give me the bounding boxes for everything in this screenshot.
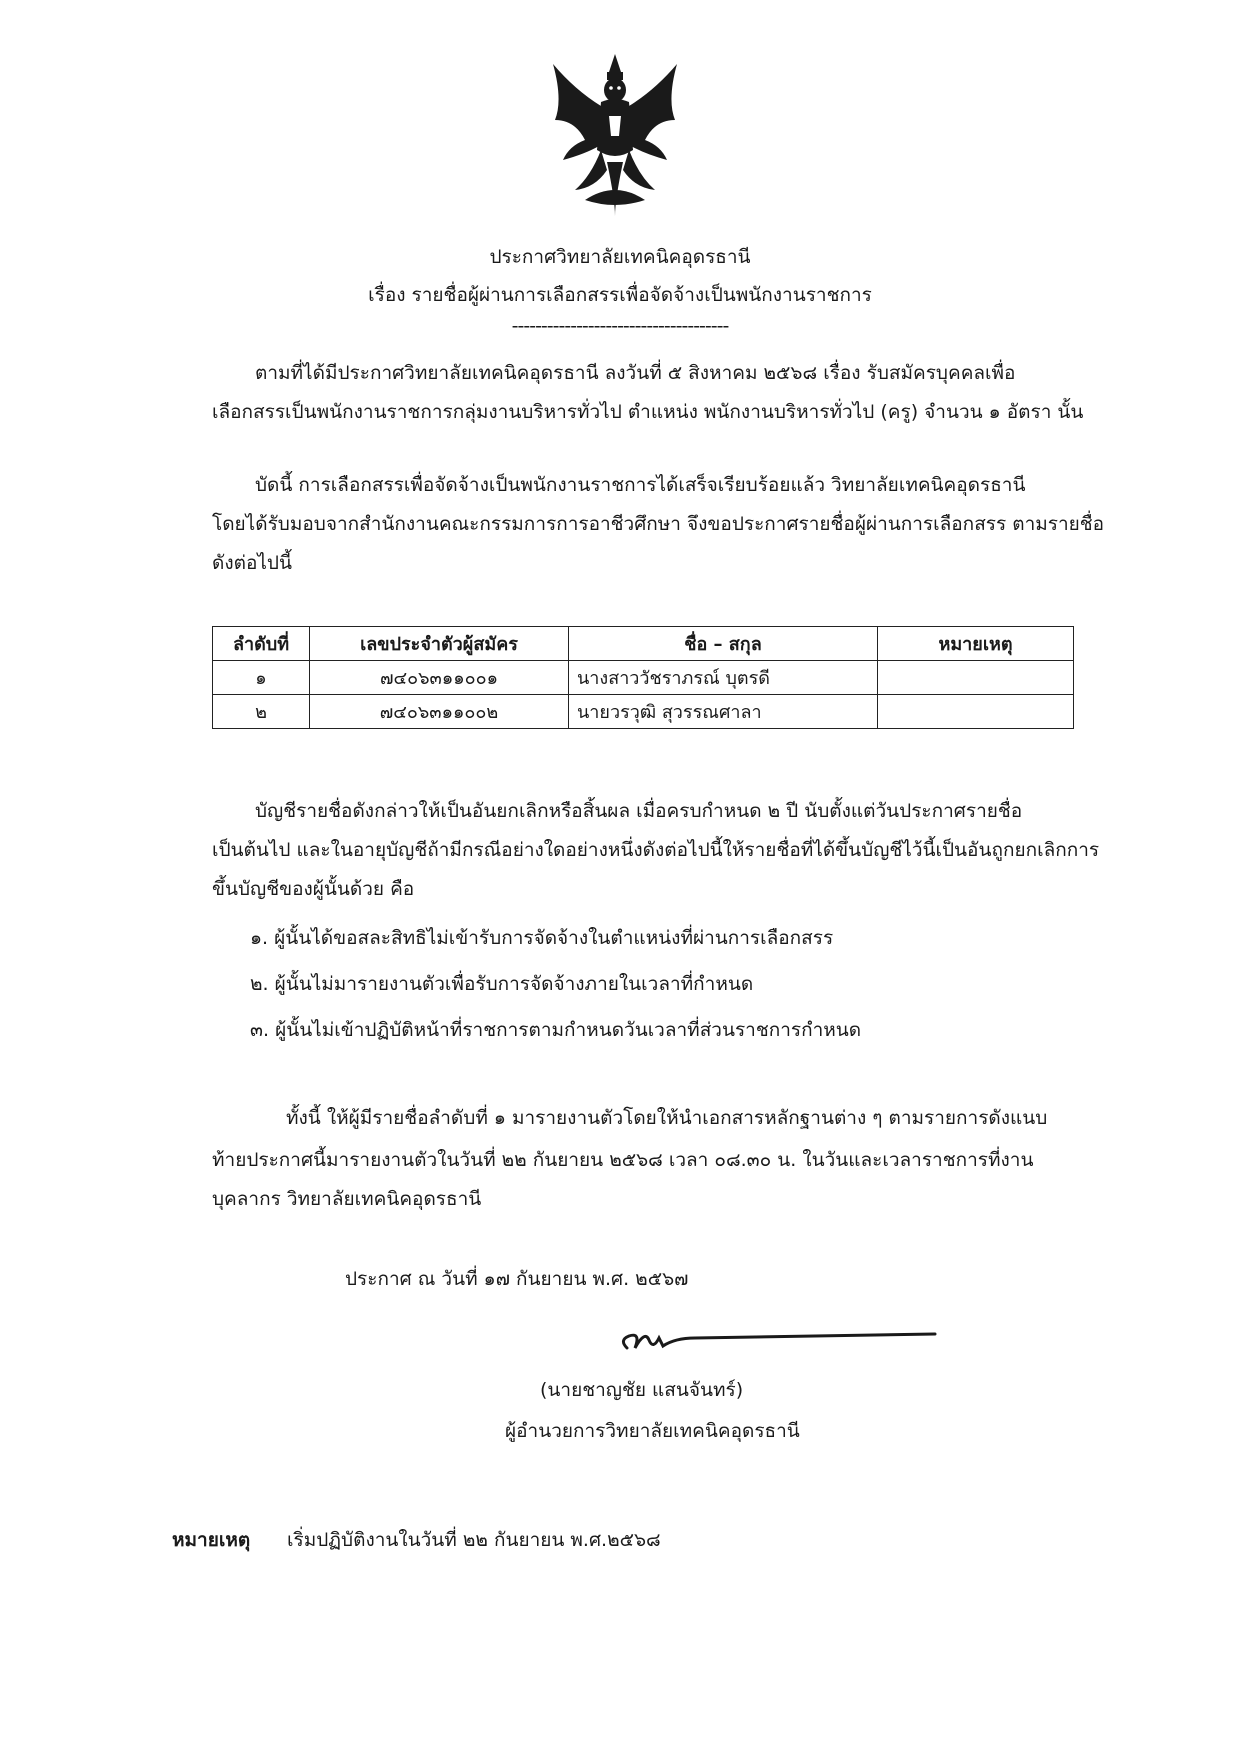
signature-icon — [615, 1318, 945, 1360]
intro-line-1: ตามที่ได้มีประกาศวิทยาลัยเทคนิคอุดรธานี ลงวันที่ ๕ สิงหาคม ๒๕๖๘ เรื่อง รับสมัครบุคคลเพื่อ — [255, 362, 1016, 384]
remark-label: หมายเหตุ — [172, 1529, 251, 1551]
report-line-2: ท้ายประกาศนี้มารายงานตัวในวันที่ ๒๒ กันยายน ๒๕๖๘ เวลา ๐๘.๓๐ น. ในวันและเวลาราชการที่งาน — [212, 1149, 1034, 1171]
result-line-1: บัดนี้ การเลือกสรรเพื่อจัดจ้างเป็นพนักงานราชการได้เสร็จเรียบร้อยแล้ว วิทยาลัยเทคนิคอุดรธานี — [255, 474, 1026, 496]
row-name: นายวรวุฒิ สุวรรณศาลา — [569, 695, 878, 729]
report-line-1: ทั้งนี้ ให้ผู้มีรายชื่อลำดับที่ ๑ มารายงานตัวโดยให้นำเอกสารหลักฐานต่าง ๆ ตามรายการดังแนบ — [286, 1107, 1048, 1129]
result-line-3: ดังต่อไปนี้ — [212, 552, 292, 574]
remark-text: เริ่มปฏิบัติงานในวันที่ ๒๒ กันยายน พ.ศ.๒๕๖๘ — [287, 1529, 661, 1551]
candidate-table — [212, 626, 1074, 729]
garuda-emblem-icon — [545, 50, 685, 220]
report-line-3: บุคลากร วิทยาลัยเทคนิคอุดรธานี — [212, 1188, 482, 1210]
announcement-date: ประกาศ ณ วันที่ ๑๗ กันยายน พ.ศ. ๒๕๖๗ — [345, 1268, 689, 1290]
col-header-order: ลำดับที่ — [213, 627, 310, 661]
validity-line-1: บัญชีรายชื่อดังกล่าวให้เป็นอันยกเลิกหรือสิ้นผล เมื่อครบกำหนด ๒ ปี นับตั้งแต่วันประกาศรายชื่อ — [255, 800, 1023, 822]
row-remark — [878, 695, 1074, 729]
col-header-applicant-id: เลขประจำตัวผู้สมัคร — [310, 627, 569, 661]
table-row — [213, 661, 1074, 695]
title-divider: ------------------------------------- — [511, 315, 729, 337]
table-header-row — [213, 627, 1074, 661]
table-row — [213, 695, 1074, 729]
col-header-name: ชื่อ – สกุล — [569, 627, 878, 661]
row-applicant-id: ๗๔๐๖๓๑๑๐๐๒ — [310, 695, 569, 729]
row-order: ๑ — [213, 661, 310, 695]
col-header-remark: หมายเหตุ — [878, 627, 1074, 661]
validity-line-3: ขึ้นบัญชีของผู้นั้นด้วย คือ — [212, 878, 415, 900]
condition-item-2: ๒. ผู้นั้นไม่มารายงานตัวเพื่อรับการจัดจ้างภายในเวลาที่กำหนด — [250, 973, 754, 995]
row-name: นางสาววัชราภรณ์ บุตรดี — [569, 661, 878, 695]
condition-item-3: ๓. ผู้นั้นไม่เข้าปฏิบัติหน้าที่ราชการตามกำหนดวันเวลาที่ส่วนราชการกำหนด — [250, 1019, 862, 1041]
signatory-position: ผู้อำนวยการวิทยาลัยเทคนิคอุดรธานี — [505, 1420, 800, 1442]
validity-line-2: เป็นต้นไป และในอายุบัญชีถ้ามีกรณีอย่างใดอย่างหนึ่งดังต่อไปนี้ให้รายชื่อที่ได้ขึ้นบัญชีไว้นี้เป็นอันถูกยกเลิกการ — [212, 839, 1100, 861]
announcement-subject: เรื่อง รายชื่อผู้ผ่านการเลือกสรรเพื่อจัดจ้างเป็นพนักงานราชการ — [368, 284, 872, 306]
condition-item-1: ๑. ผู้นั้นได้ขอสละสิทธิไม่เข้ารับการจัดจ้างในตำแหน่งที่ผ่านการเลือกสรร — [250, 927, 834, 949]
intro-line-2: เลือกสรรเป็นพนักงานราชการกลุ่มงานบริหารทั่วไป ตำแหน่ง พนักงานบริหารทั่วไป (ครู) จำนวน ๑ อัตรา นั้น — [212, 401, 1084, 423]
announcement-title: ประกาศวิทยาลัยเทคนิคอุดรธานี — [489, 246, 751, 268]
row-remark — [878, 661, 1074, 695]
result-line-2: โดยได้รับมอบจากสำนักงานคณะกรรมการการอาชีวศึกษา จึงขอประกาศรายชื่อผู้ผ่านการเลือกสรร ตามรายชื่อ — [212, 513, 1105, 535]
row-order: ๒ — [213, 695, 310, 729]
signatory-name: (นายชาญชัย แสนจันทร์) — [540, 1379, 744, 1401]
row-applicant-id: ๗๔๐๖๓๑๑๐๐๑ — [310, 661, 569, 695]
